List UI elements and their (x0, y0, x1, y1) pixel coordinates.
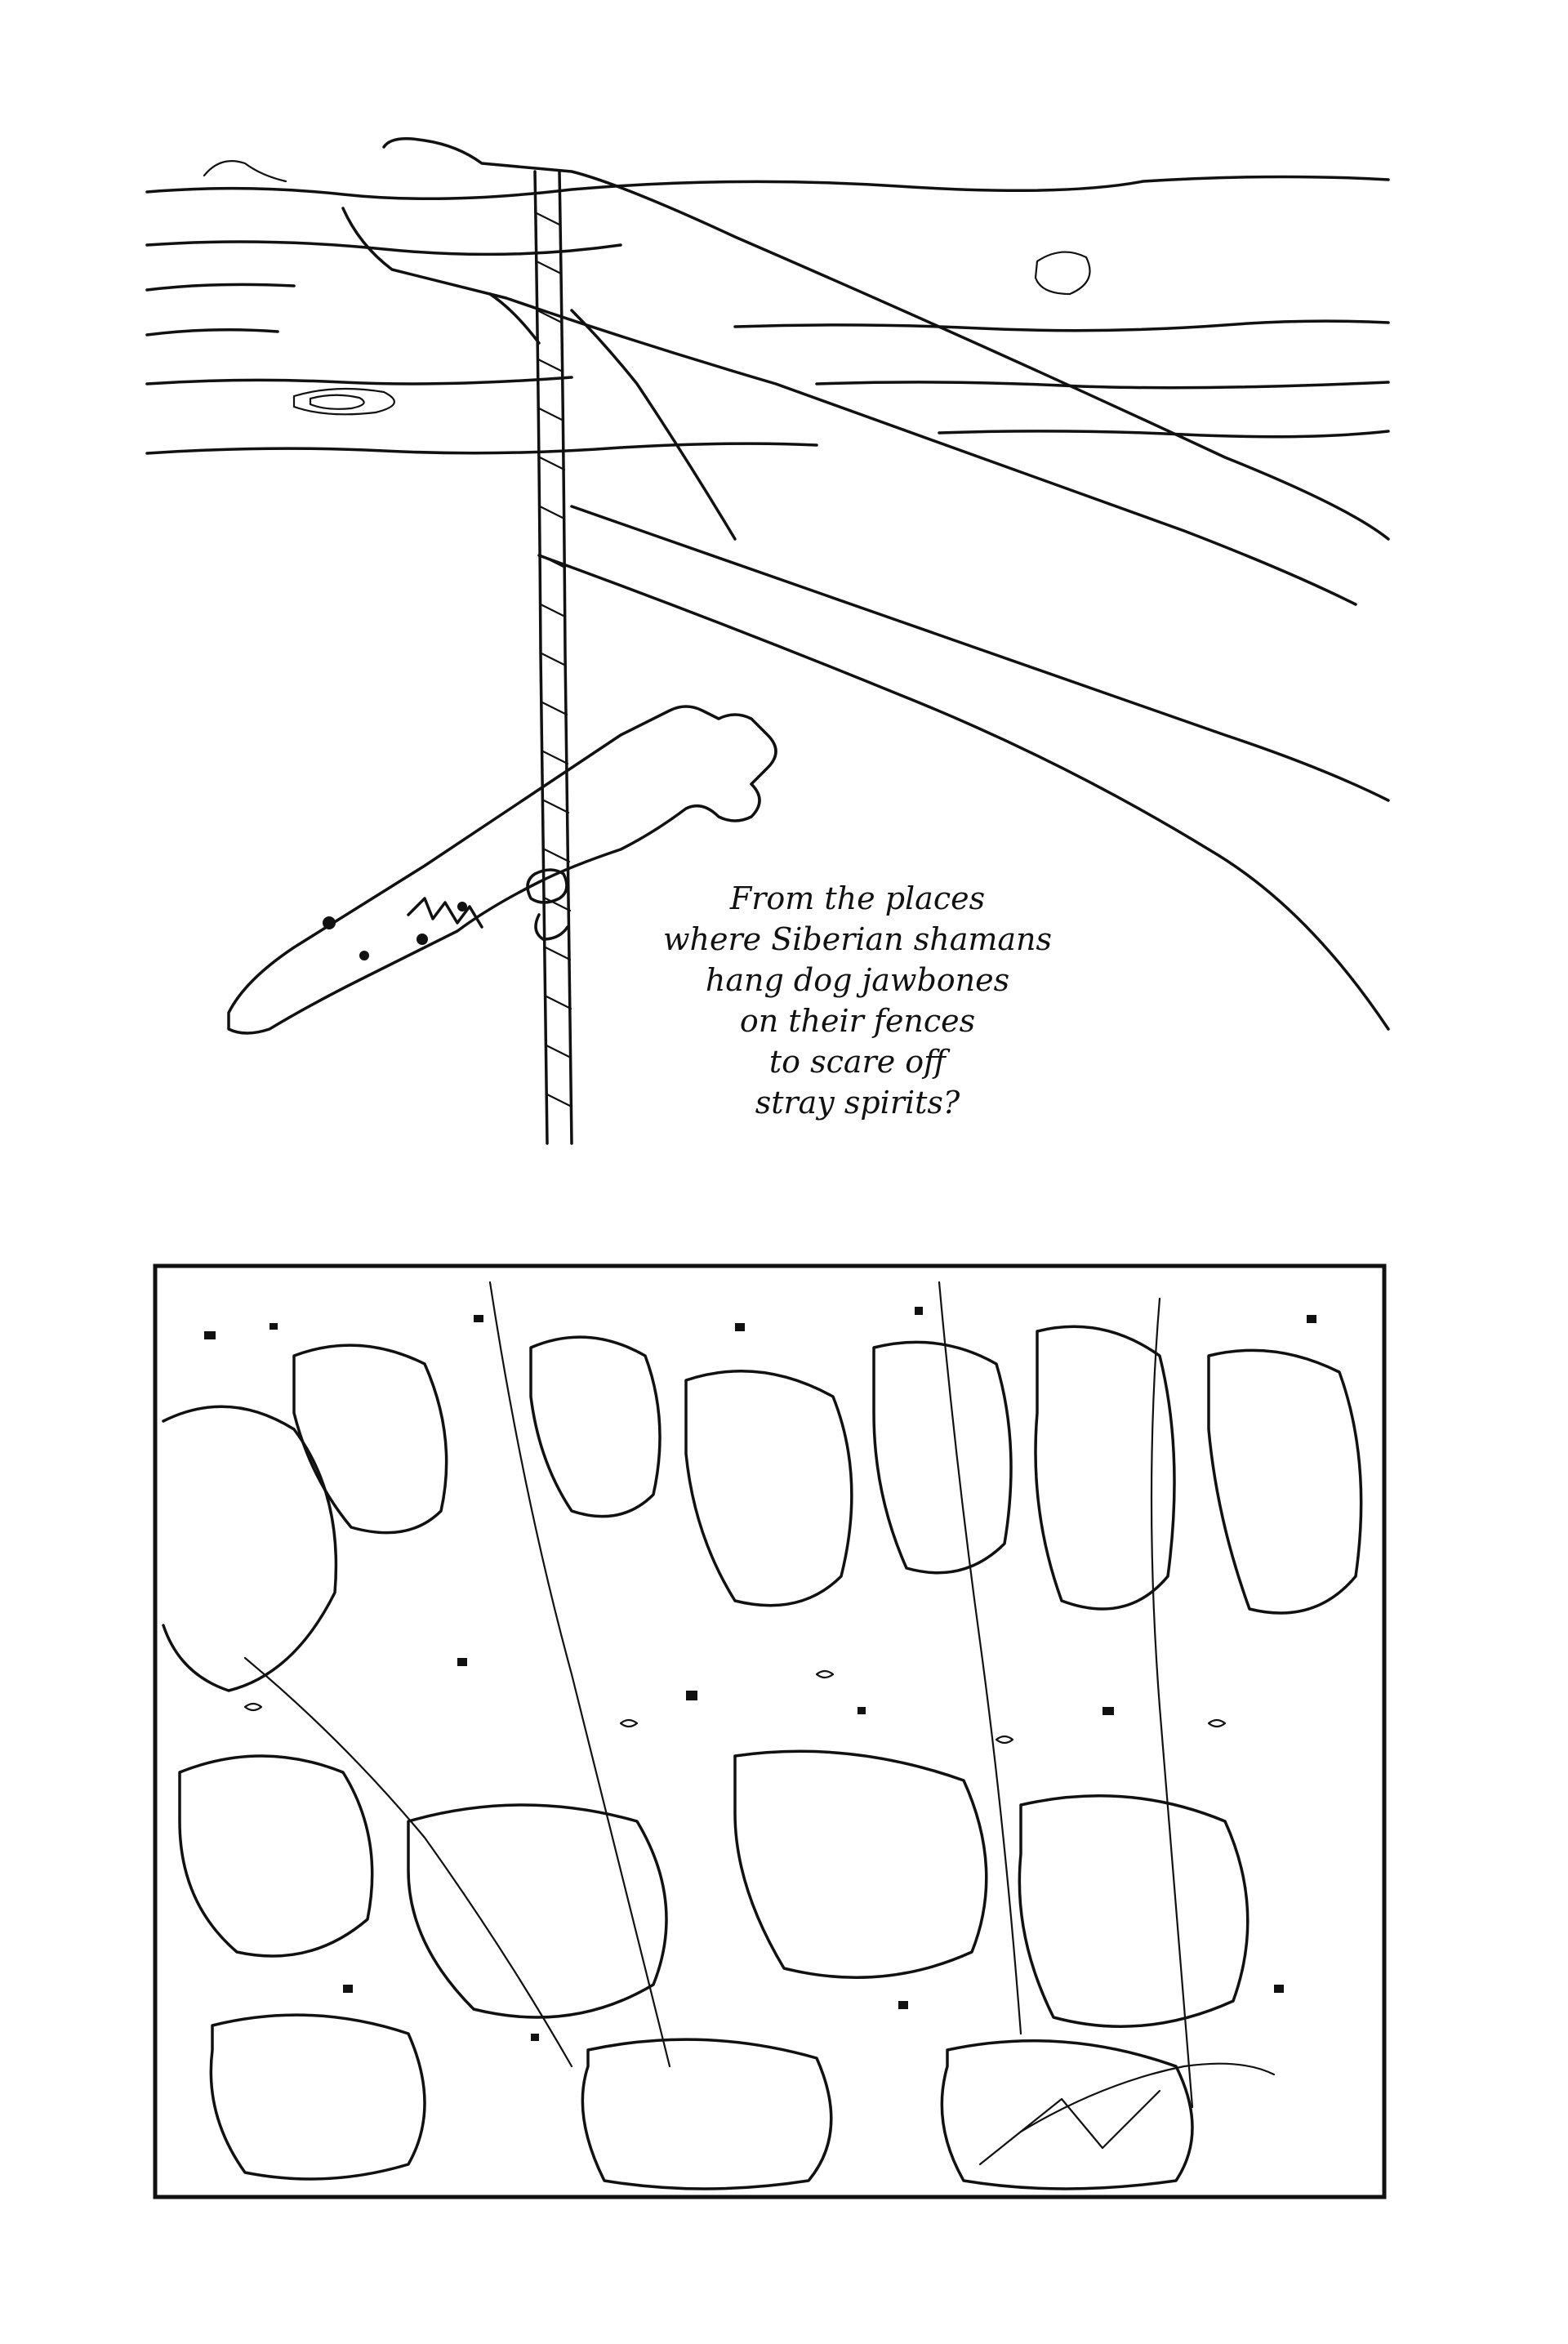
background-log (147, 161, 1388, 453)
rope-knot (528, 870, 568, 939)
caption-line: where Siberian shamans (662, 921, 1053, 957)
caption-line: to scare off (768, 1044, 947, 1080)
bottom-panel (0, 1250, 1568, 2344)
caption-text (629, 878, 1086, 1123)
caption-line: hang dog jawbones (705, 962, 1010, 998)
rock-texture (163, 1282, 1361, 2189)
caption-line: on their fences (739, 1003, 976, 1039)
caption-line: stray spirits? (755, 1085, 960, 1121)
caption-line: From the places (729, 880, 986, 916)
panel-frame (155, 1266, 1384, 2197)
